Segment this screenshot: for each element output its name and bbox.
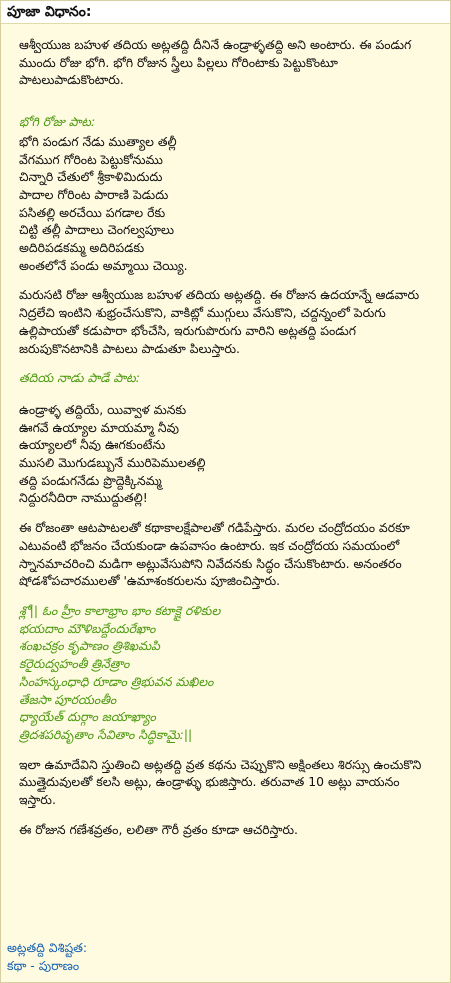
footer: [7, 939, 87, 974]
shloka-line: ధ్యాయేత్ దుర్గాం జయాఖ్యాం: [19, 709, 156, 725]
shloka-line: భయదాం మౌళిబద్దేందురేఖాం: [19, 620, 156, 636]
shloka-line: త్రిదశపరివృతాం సేవితాం సిద్ధికామై:||: [19, 726, 193, 742]
poem-line: పాదాల గోరింట పారాణి పెడుదు: [19, 186, 169, 202]
bhogi-song-title: భోగి రోజు పాట:: [19, 114, 96, 130]
poem-line: ఉయ్యాలలో నీవు ఊగకుంటేను: [19, 437, 166, 453]
footer-link[interactable]: కథా - పురాణం: [7, 957, 80, 973]
fourth-paragraph: ఇలా ఉమాదేవిని స్తుతించి అట్లతద్ది వ్రత కథను చెప్పుకొని అక్షింతలు శిరస్సు ఉంచుకొని ముత్తైదువులతో కలసి అట్లు, ఉండ్రాళ్ళు భుజిస్తారు. తరువాత 10 అట్లు వాయనం ఇస్తారు.: [19, 756, 422, 808]
poem-line: ఊగవే ఉయ్యాల మాయమ్మా నీవు: [19, 419, 179, 435]
tadiya-song-title: తదియ నాడు పాడే పాట:: [19, 370, 140, 386]
poem-line: పసితల్లి అరచేయి పగడాల రేకు: [19, 204, 166, 220]
fifth-paragraph: ఈ రోజున గణేశవ్రతం, లలితా గౌరీ వ్రతం కూడా ఆచరిస్తారు.: [19, 821, 298, 837]
poem-line: భోగి పండుగ నేడు ముత్యాల తల్లీ: [19, 133, 177, 149]
third-paragraph: ఈ రోజంతా ఆటపాటలతో కథాకాలక్షేపాలతో గడిపేస్తారు. మరల చంద్రోదయం వరకూ ఎటువంటి భోజనం చేయకుండా ఉపవాసం ఉంటారు. ఇక చంద్రోదయ సమయంలో స్నానమాచరించి మడిగా అట్లువేసుపోని నివేదనకు సిద్ధం చేసుకొంటారు. అనంతరం షోడశోపచారములతో 'ఉమాశంకరులను పూజించిస్తారు.: [19, 520, 410, 589]
poem-line: చిన్నారి చేతులో శ్రీకాళిమిదుదు: [19, 169, 163, 185]
poem-line: ఉండ్రాళ్ళ తద్దియే, యివ్వాళ మనకు: [19, 401, 187, 417]
shloka-line: సింహస్కంధాధి రూడాం త్రిభువన మఖిలం: [19, 673, 214, 689]
shloka-line: శ్లో|| ఓం హ్రీం కాలాభ్రాం భాం కటాక్షై రళికుల: [19, 602, 221, 618]
intro-paragraph: ఆశ్వీయుజ బహుళ తదియ అట్లతద్ది దీనినే ఉండ్రాళ్ళతద్ది అని అంటారు. ఈ పండుగ ముందు రోజు భోగి. భోగి రోజున స్త్రీలు పిల్లలు గోరింటాకు పెట్టుకొంటూ పాటలుపాడుకొంటారు.: [19, 37, 412, 88]
poem-line: చిట్టి తల్లీ పాదాలు చెంగల్వపూలు: [19, 222, 175, 238]
poem-line: అదిరిపడకమ్మ అదిరిపడకు: [19, 240, 145, 256]
poem-line: అంతలోనే పండు అమ్మాయి చెయ్యి.: [19, 257, 188, 273]
shloka-line: శంఖచక్రం కృపాణం త్రిశిఖమపి: [19, 638, 160, 654]
shloka-line: కరైరుద్వహంతీ త్రినేత్రాం: [19, 656, 130, 672]
tadiya-song: [19, 401, 432, 507]
poem-line: ముసలి మొగుడబ్బునే మురిపెములతల్లి: [19, 455, 206, 471]
poem-line: నిద్దురనీదిరా నాముద్దుతల్లి!: [19, 490, 148, 506]
footer-label: అట్లతద్ది విశిష్టత:: [7, 940, 88, 955]
poem-line: వేగముగ గోరింట పెట్టుకోనుము: [19, 151, 163, 167]
shloka-line: తేజసా పూరయంతీం: [19, 691, 117, 707]
shloka-block: [19, 602, 432, 744]
poem-line: తద్ది పండుగనేడు ప్రొద్దెక్కినమ్మ: [19, 472, 162, 488]
second-paragraph: మరుసటి రోజు ఆశ్వీయుజ బహుళ తదియ అట్లతద్ది. ఈ రోజున ఉదయాన్నే ఆడవారు నిద్రలేచి ఇంటిని శుభ్రంచేసుకొని, వాకిట్లో ముగ్గులు వేసుకొని, చద్దన్నంలో పెరుగు ఉల్లిపాయతో కడుపారా భోంచేసి, ఇరుగుపొరుగు వారిని అట్లతద్ది పండుగ జరుపుకొనటానికి పాటలు పాడుతూ పిలుస్తారు.: [19, 287, 420, 356]
bhogi-song: [19, 133, 432, 275]
article-body: [1, 24, 450, 838]
page-title: పూజా విధానం:: [1, 1, 450, 24]
